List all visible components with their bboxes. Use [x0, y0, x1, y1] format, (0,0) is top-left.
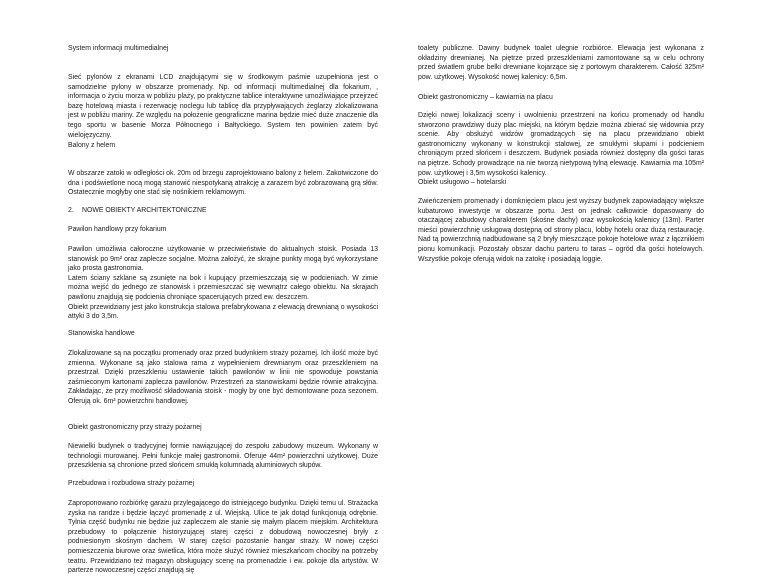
paragraph-trade-pavilion-2: Latem ściany szklane są zsunięte na bok i kupujący przemieszczają się w podcieniach. W zimie można wejść do jednego ze stanowisk i przemieszczać się wewnątrz całego obiektu. Na skrajach pawilonu znajdują się podcienia chroniące spacerujących przed ew. deszczem.: [68, 274, 378, 301]
paragraph-gastronomy-fire-station: Niewielki budynek o tradycyjnej formie nawiązującej do zespołu zabudowy muzeum. Wykonany w technologii murowanej. Pełni funkcje małej gastronomii. Oferuje 44m² powierzchni użytkowej. Duże przeszklenia są chronione przed słońcem smukłą kolumnadą aluminiowych słupów.: [68, 443, 378, 470]
heading-fire-station-rebuild: Przebudowa i rozbudowa straży pożarnej: [68, 480, 195, 487]
section-heading: [68, 206, 378, 216]
heading-helium-balloons: Balony z helem: [68, 142, 116, 149]
section-title: NOWE OBIEKTY ARCHITEKTONICZNE: [82, 207, 207, 214]
paragraph-trade-pavilion-1: Pawilon umożliwia całoroczne użytkowanie w przeciwieństwie do aktualnych stoisk. Posiada 13 stanowisk po 9m² oraz zaplecze socjalne. Można założyć, że skrajne punkty mogą być wykorzystane jako prosta gastronomia.: [68, 246, 378, 273]
paragraph-helium-balloons: W obszarze zatoki w odległości ok. 20m od brzegu zaprojektowano balony z helem. Zakotwiczone do dna i podświetlone nocą mogą stanowić niespotykaną atrakcję a zarazem być zobrazowaną grą słów. Ostatecznie mogłyby one stać się nośnikiem reklamowym.: [68, 170, 378, 197]
paragraph-public-toilets: toalety publiczne. Dawny budynek toalet ulegnie rozbiórce. Elewacja jest wykonana z okładziny drewnianej. Na piętrze przed przeszkleniami zamontowane są w celu ochrony przed światłem grube belki drewniane kojarzące się z portowym charakterem. Całość 325m² pow. użytkowej. Wysokość nowej kalenicy: 6,5m.: [418, 45, 704, 81]
heading-cafe-on-square: Obiekt gastronomiczny – kawiarnia na placu: [418, 94, 553, 101]
paragraph-hotel-building: Zwieńczeniem promenady i domknięciem placu jest wyższy budynek zapowiadający większe kubaturowo inwestycje w obszarze portu. Jest on jednak całkowicie dopasowany do otaczającej zabudowy charakterem (skośne dachy) oraz wysokością kalenicy (13m). Parter mieści powierzchnię usługową dostępną od strony placu, lobby hotelu oraz dużą restaurację. Nad tą powierzchnią nadbudowane są 2 bryły mieszczące pokoje hotelowe wraz z łącznikiem pionu komunikacji. Pozostały obszar dachu parteru to taras – ogród dla gości hotelowych. Wszystkie pokoje oferują widok na zatokę i posiadają loggie.: [418, 198, 704, 263]
heading-hotel-building: Obiekt usługowo – hotelarski: [418, 179, 507, 186]
section-number: 2.: [68, 207, 74, 214]
paragraph-cafe-on-square: Dzięki nowej lokalizacji sceny i uwolnieniu przestrzeni na końcu promenady od handlu stworzono prawdziwy duży plac miejski, na którym będzie można zbierać się widownia przy scenie. Aby obsłużyć widzów gromadzących się na placu przewidziano obiekt gastronomiczny wykonany w konstrukcji stalowej, ze smukłymi słupami i podcieniem chroniącym przed słońcem i deszczem. Budynek posiada również dostępny dla gości taras na piętrze. Schody prowadzące na nie tworzą nietypową tylną elewację. Kawiarnia ma 105m² pow. użytkowej i 3,5m wysokości kalenicy.: [418, 112, 704, 177]
heading-trade-pavilion: Pawilon handlowy przy fokarium: [68, 226, 167, 233]
paragraph-trade-stands: Zlokalizowane są na początku promenady oraz przed budynkiem straży pożarnej. Ich ilość może być zmienna. Wykonane są jako stalowa rama z wypełnieniem drewnianym oraz przeszkleniem na przestrzał. Dzięki przeszkleniu ustawienie takich pawilonów w linii nie spowoduje powstania zaśmieconym kartonami zaplecza pawilonów. Przestrzeń za stanowiskami będzie równie atrakcyjna. Zakładając, że przy możliwość składowania stoisk - mogły by one być demontowane poza sezonem. Oferują ok. 6m² powierzchni handlowej.: [68, 350, 378, 405]
heading-trade-stands: Stanowiska handlowe: [68, 330, 135, 337]
paragraph-fire-station-rebuild: Zaproponowano rozbiórkę garażu przylegającego do istniejącego budynku. Dzięki temu ul. Strażacka zyska na randze i będzie łączyć promenadę z ul. Wiejską. Ulice te jak dotąd funkcjonują odrębnie. Tylnia część budynku nie będzie już zapleczem ale stanie się małym placem miejskim. Architektura przebudowy to połączenie historyzującej starej części z dobudową nowoczesnej bryły z podniesionym skośnym dachem. W starej części pozostanie hangar straży. W nowej części pomieszczenia biurowe oraz świetlica, która może służyć również mieszkańcom chociby na potrzeby teatru. Przewidziano też magazyn obsługujący scenę na promenadzie i ew. pokoje dla artystów. W parterze nowoczesnej części znajdują się: [68, 500, 378, 575]
paragraph-multimedia-system: Sieć pylonów z ekranami LCD znajdującymi się w środkowym paśmie uzupełniona jest o samodzielne pylony w obszarze promenady. Np. od informacji multimedialnej dla fokarium, , informacja o życiu morza w pobliżu plaży, po praktyczne tablice interaktywne umożliwiające przejrzeć bazę hotelową miasta i rezerwację noclegu lub tablicę dla przypływających żeglarzy zlokalizowana jest w pobliżu mariny. Ze względu na położenie geograficzne marina będzie mieć duże znaczenie dla tego sportu w basenie Morza Północnego i Bałtyckiego. System ten powinien zatem być wielojęzyczny.: [68, 74, 378, 139]
heading-gastronomy-fire-station: Obiekt gastronomiczny przy straży pożarnej: [68, 424, 202, 431]
heading-multimedia-system: System informacji multimedialnej: [68, 45, 169, 52]
paragraph-trade-pavilion-3: Obiekt przewidziany jest jako konstrukcja stalowa prefabrykowana z elewacją drewnianą o wysokości attyki 3 do 3,5m.: [68, 303, 378, 321]
